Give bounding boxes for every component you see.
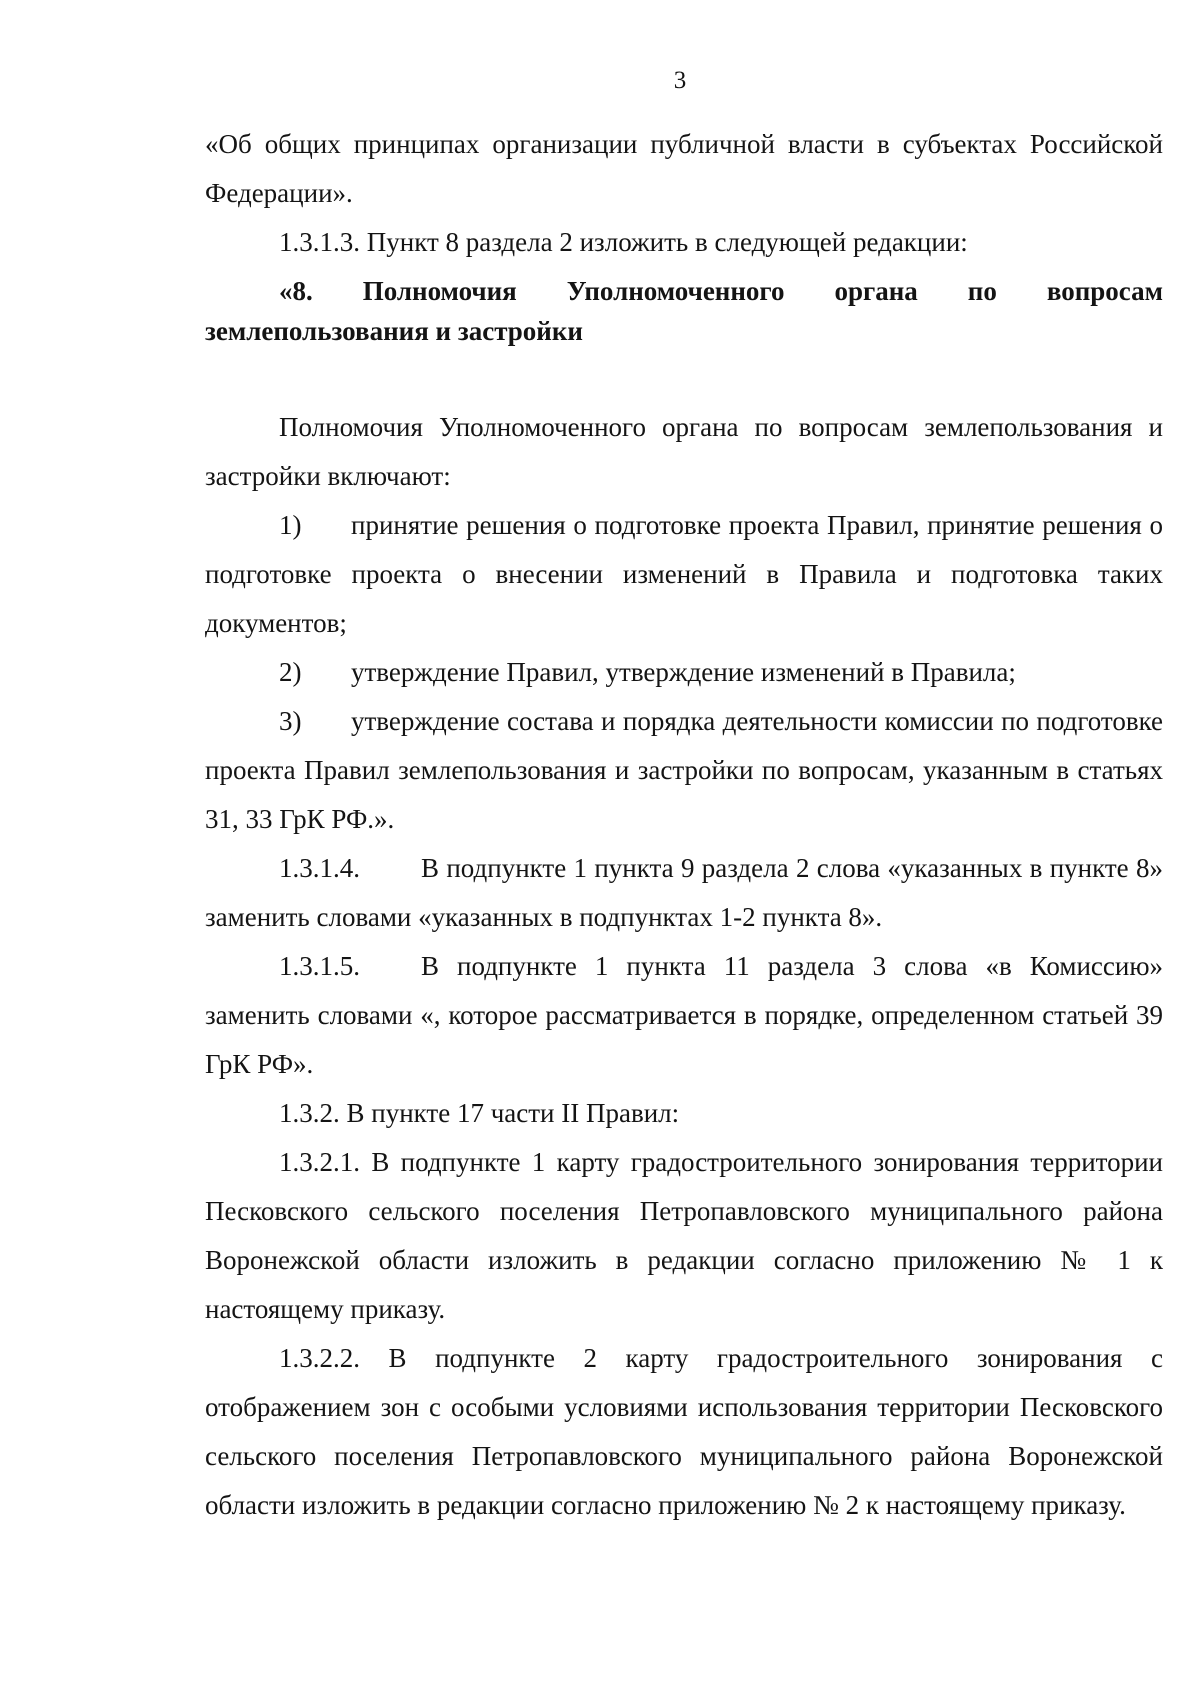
list-item-number: 1) — [279, 510, 302, 540]
list-item-text: утверждение Правил, утверждение изменений в Правила; — [351, 657, 1016, 687]
paragraph-1-3-2-1: 1.3.2.1. В подпункте 1 карту градостроительного зонирования территории Песковского сельского поселения Петропавловского муниципального района Воронежской области изложить в редакции согласно приложению № 1 к настоящему приказу. — [205, 1147, 1163, 1324]
paragraph-1-3-1-4 — [205, 844, 1163, 942]
paragraph-number: 1.3.1.4. — [279, 853, 360, 883]
paragraph-1-3-1-3: 1.3.1.3. Пункт 8 раздела 2 изложить в следующей редакции: — [279, 227, 968, 257]
paragraph-1-3-1-5 — [205, 942, 1163, 1089]
paragraph-1-3-2-2: 1.3.2.2. В подпункте 2 карту градостроительного зонирования с отображением зон с особыми условиями использования территории Песковского сельского поселения Петропавловского муниципального района Воронежской области изложить в редакции согласно приложению № 2 к настоящему приказу. — [205, 1343, 1163, 1520]
list-item — [205, 501, 1163, 648]
paragraph-1-3-2: 1.3.2. В пункте 17 части II Правил: — [279, 1098, 680, 1128]
list-item — [205, 648, 1163, 697]
list-item-text: утверждение состава и порядка деятельности комиссии по подготовке проекта Правил землепользования и застройки по вопросам, указанным в статьях 31, 33 ГрК РФ.». — [205, 706, 1163, 834]
list-item-text: принятие решения о подготовке проекта Правил, принятие решения о подготовке проекта о внесении изменений в Правила и подготовка таких документов; — [205, 510, 1163, 638]
paragraph-text: В подпункте 1 пункта 9 раздела 2 слова «указанных в пункте 8» заменить словами «указанных в подпунктах 1-2 пункта 8». — [205, 853, 1163, 932]
section-heading: «8. Полномочия Уполномоченного органа по вопросам землепользования и застройки — [205, 276, 1163, 346]
list-item-number: 2) — [279, 657, 302, 687]
list-item — [205, 697, 1163, 844]
page-number: 3 — [673, 67, 687, 94]
list-item-number: 3) — [279, 706, 302, 736]
document-body — [205, 120, 1163, 1530]
blank-line — [205, 357, 1163, 403]
paragraph-powers-intro: Полномочия Уполномоченного органа по вопросам землепользования и застройки включают: — [205, 412, 1163, 491]
paragraph-federal-law-ref: «Об общих принципах организации публичной власти в субъектах Российской Федерации». — [205, 129, 1163, 208]
paragraph-text: В подпункте 1 пункта 11 раздела 3 слова «в Комиссию» заменить словами «, которое рассматривается в порядке, определенном статьей 39 ГрК РФ». — [205, 951, 1163, 1079]
paragraph-number: 1.3.1.5. — [279, 951, 360, 981]
